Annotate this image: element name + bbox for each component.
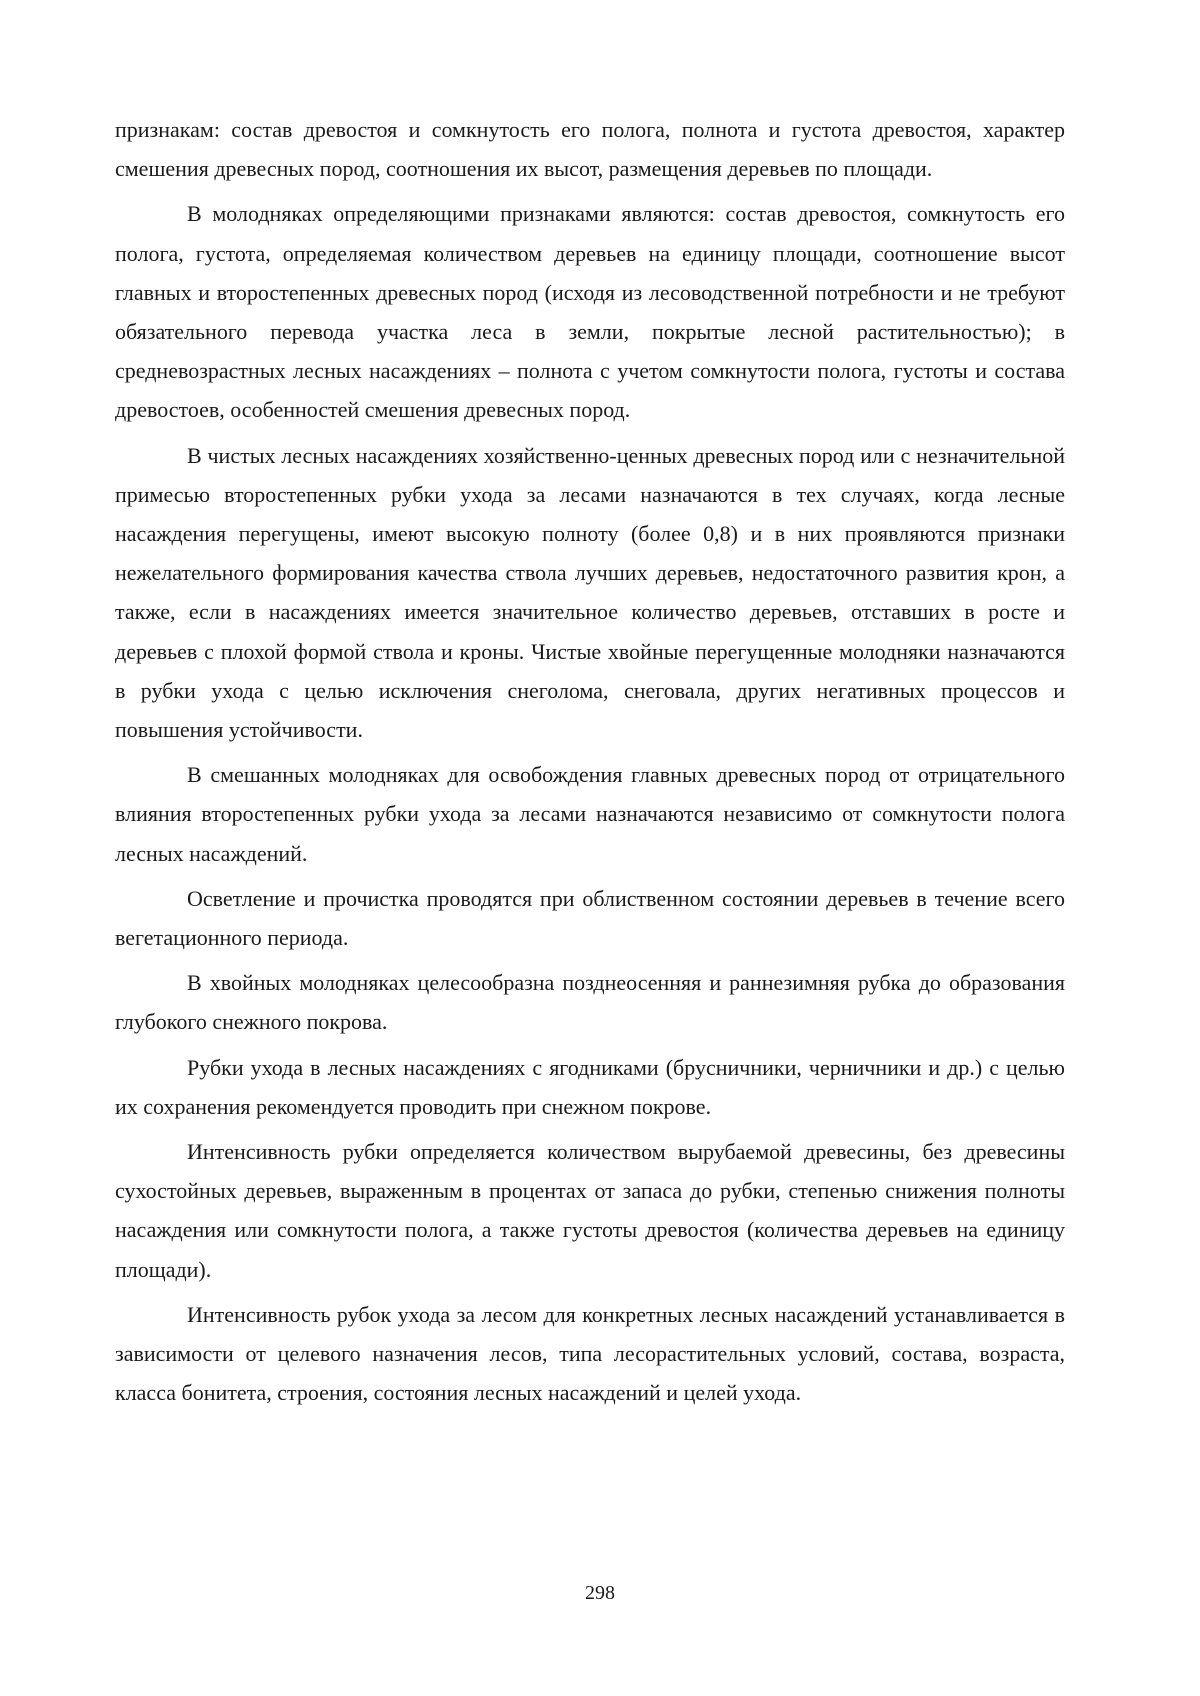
paragraph: В хвойных молодняках целесообразна позднеосенняя и раннезимняя рубка до образования глубокого снежного покрова.: [115, 970, 1065, 1035]
paragraph: Рубки ухода в лесных насаждениях с ягодниками (брусничники, черничники и др.) с целью их сохранения рекомендуется проводить при снежном покрове.: [115, 1054, 1065, 1119]
paragraph-continuation: признакам: состав древостоя и сомкнутость его полога, полнота и густота древостоя, характер смешения древесных пород, соотношения их высот, размещения деревьев по площади.: [115, 117, 1065, 182]
page-number: 298: [585, 1582, 615, 1604]
paragraph: Интенсивность рубки определяется количеством вырубаемой древесины, без древесины сухостойных деревьев, выраженным в процентах от запаса до рубки, степенью снижения полноты насаждения или сомкнутости полога, а также густоты древостоя (количества деревьев на единицу площади).: [115, 1139, 1065, 1282]
paragraph: В смешанных молодняках для освобождения главных древесных пород от отрицательного влияния второстепенных рубки ухода за лесами назначаются независимо от сомкнутости полога лесных насаждений.: [115, 762, 1065, 866]
paragraph: В молодняках определяющими признаками являются: состав древостоя, сомкнутость его полога, густота, определяемая количеством деревьев на единицу площади, соотношение высот главных и второстепенных древесных пород (исходя из лесоводственной потребности и не требуют обязательного перевода участка леса в земли, покрытые лесной растительностью); в средневозрастных лесных насаждениях – полнота с учетом сомкнутости полога, густоты и состава древостоев, особенностей смешения древесных пород.: [115, 201, 1065, 423]
paragraph: Осветление и прочистка проводятся при облиственном состоянии деревьев в течение всего вегетационного периода.: [115, 885, 1065, 951]
body-text: [115, 110, 1065, 1413]
paragraph: Интенсивность рубок ухода за лесом для конкретных лесных насаждений устанавливается в зависимости от целевого назначения лесов, типа лесорастительных условий, состава, возраста, класса бонитета, строения, состояния лесных насаждений и целей ухода.: [115, 1301, 1065, 1406]
paragraph: В чистых лесных насаждениях хозяйственно-ценных древесных пород или с незначительной примесью второстепенных рубки ухода за лесами назначаются в тех случаях, когда лесные насаждения перегущены, имеют высокую полноту (более 0,8) и в них проявляются признаки нежелательного формирования качества ствола лучших деревьев, недостаточного развития крон, а также, если в насаждениях имеется значительное количество деревьев, отставших в росте и деревьев с плохой формой ствола и кроны. Чистые хвойные перегущенные молодняки назначаются в рубки ухода с целью исключения снеголома, снеговала, других негативных процессов и повышения устойчивости.: [115, 442, 1065, 743]
